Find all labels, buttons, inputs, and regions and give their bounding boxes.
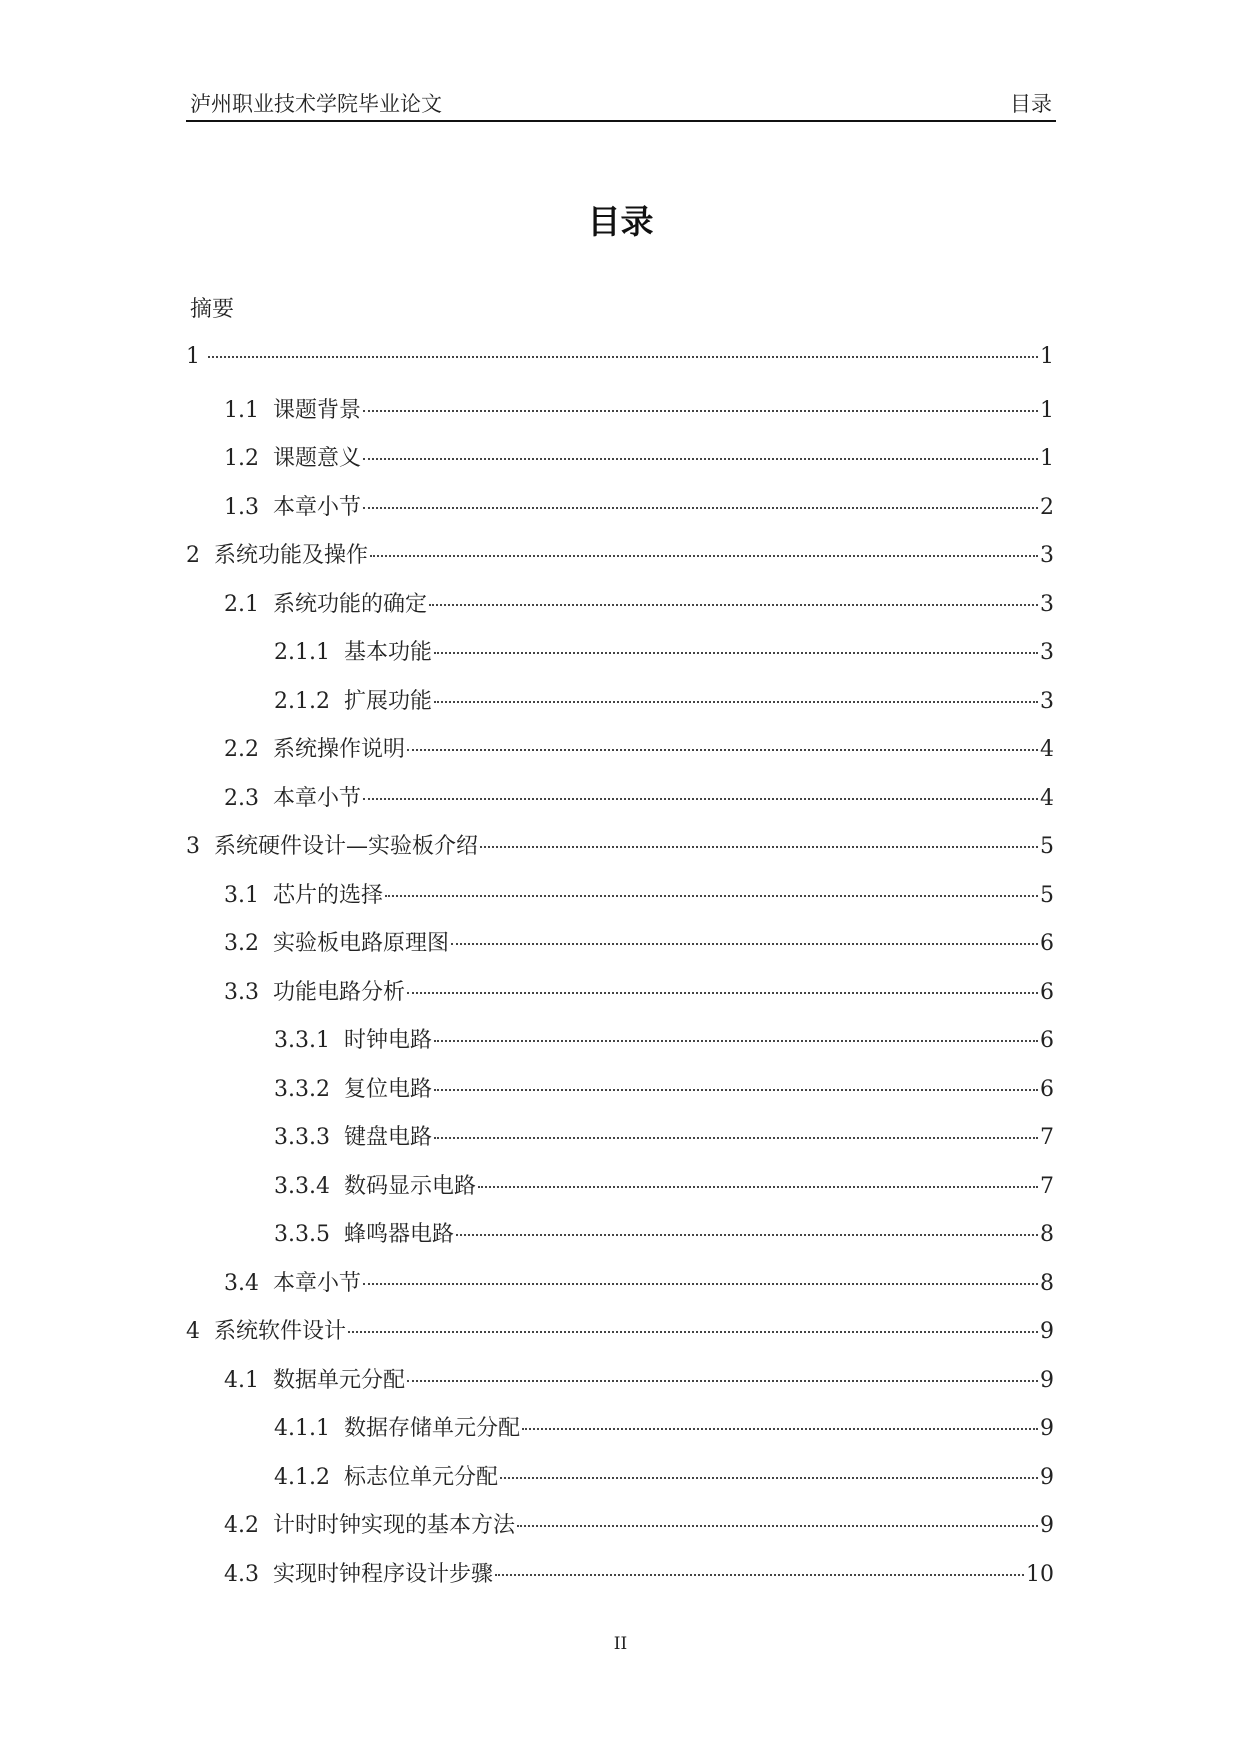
toc-entry[interactable] (274, 1072, 1054, 1104)
page-header (186, 84, 1056, 122)
toc-entry-label (274, 1169, 476, 1200)
toc-entry-title: 本章小节 (273, 785, 362, 811)
toc-entry[interactable] (224, 781, 1054, 813)
toc-entry-number: 4.1.1 (274, 1416, 330, 1441)
toc-leader-dots (480, 846, 1038, 848)
toc-entry-page: 7 (1040, 1125, 1054, 1150)
toc-leader-dots (517, 1525, 1038, 1527)
toc-leader-dots (407, 1380, 1038, 1382)
toc-entry-label (274, 1411, 520, 1442)
toc-leader-dots (363, 798, 1038, 800)
page-title: 目录 (587, 202, 654, 241)
toc-entry-number: 1 (186, 344, 200, 369)
toc-entry-page: 9 (1040, 1513, 1054, 1538)
toc-entry-number: 4 (186, 1319, 200, 1344)
toc-entry-number: 3.3.1 (274, 1028, 330, 1053)
toc-entry-title: 计时时钟实现的基本方法 (273, 1513, 516, 1538)
toc-entry-page: 1 (1040, 344, 1054, 369)
toc-leader-dots (456, 1234, 1038, 1236)
toc-entry-number: 2.3 (224, 785, 259, 811)
toc-entry-page: 3 (1040, 591, 1054, 617)
toc-entry-title: 数据单元分配 (273, 1367, 406, 1393)
toc-entry-page: 4 (1040, 785, 1054, 811)
toc-entry-title: 系统功能的确定 (273, 591, 428, 617)
toc-entry-label (224, 441, 361, 472)
toc-entry[interactable] (224, 1557, 1054, 1589)
toc-entry-label (274, 1023, 432, 1054)
toc-entry-page: 6 (1040, 1028, 1054, 1053)
toc-entry[interactable] (274, 635, 1054, 667)
toc-entry-title: 基本功能 (343, 640, 432, 665)
toc-entry-title: 键盘电路 (343, 1125, 432, 1150)
toc-entry-page: 3 (1040, 688, 1054, 714)
toc-entry-label (274, 635, 432, 666)
toc-entry[interactable] (186, 538, 1054, 570)
toc-entry-page: 6 (1040, 931, 1054, 956)
toc-entry-title: 实现时钟程序设计步骤 (273, 1561, 494, 1587)
toc-entry-number: 3.4 (224, 1270, 259, 1296)
toc-entry-label (274, 1072, 432, 1103)
toc-entry-label (224, 393, 361, 424)
toc-entry-number: 3.3 (224, 979, 259, 1005)
toc-entry-page: 9 (1040, 1464, 1054, 1490)
toc-entry-label (224, 781, 361, 812)
toc-entry[interactable] (224, 393, 1054, 425)
toc-leader-dots (434, 701, 1038, 703)
toc-entry[interactable] (224, 926, 1054, 958)
toc-entry-title: 实验板电路原理图 (273, 931, 450, 956)
toc-entry-title: 功能电路分析 (273, 979, 406, 1005)
toc-entry[interactable] (224, 1266, 1054, 1298)
toc-entry[interactable] (274, 1120, 1054, 1152)
toc-entry-title: 系统软件设计 (214, 1319, 347, 1344)
toc-entry-page: 2 (1040, 494, 1054, 520)
toc-entry-number: 4.2 (224, 1513, 259, 1538)
toc-leader-dots (363, 458, 1038, 460)
toc-abstract-entry[interactable]: 摘要 (190, 297, 235, 322)
toc-entry-page: 4 (1040, 737, 1054, 762)
toc-entry-number: 1.1 (224, 397, 259, 423)
toc-entry[interactable] (224, 732, 1054, 764)
toc-leader-dots (363, 1283, 1038, 1285)
toc-entry[interactable] (224, 878, 1054, 910)
toc-entry-page: 9 (1040, 1319, 1054, 1344)
toc-leader-dots (370, 555, 1038, 557)
toc-leader-dots (407, 749, 1038, 751)
toc-leader-dots (363, 410, 1038, 412)
toc-entry-title: 系统硬件设计—实验板介绍 (214, 834, 479, 859)
toc-entry-label (224, 732, 405, 763)
toc-entry-title: 本章小节 (273, 494, 362, 520)
toc-entry[interactable] (224, 490, 1054, 522)
toc-entry-number: 2.1 (224, 591, 259, 617)
toc-entry[interactable] (224, 587, 1054, 619)
toc-leader-dots (434, 1040, 1038, 1042)
toc-entry-page: 9 (1040, 1367, 1054, 1393)
toc-entry-number: 3.2 (224, 931, 259, 956)
toc-entry-number: 2 (186, 543, 200, 568)
toc-leader-dots (429, 604, 1038, 606)
toc-entry-label (224, 1266, 361, 1297)
toc-entry-page: 9 (1040, 1416, 1054, 1441)
toc-entry-number: 2.2 (224, 737, 259, 762)
toc-leader-dots (407, 992, 1038, 994)
toc-entry-title: 课题意义 (273, 446, 362, 471)
toc-entry-label (274, 684, 432, 715)
toc-entry-title: 本章小节 (273, 1270, 362, 1296)
toc-entry-title: 复位电路 (343, 1076, 432, 1102)
toc-leader-dots (434, 1089, 1038, 1091)
toc-entry-label (224, 926, 449, 957)
toc-entry-number: 2.1.2 (274, 688, 330, 714)
toc-entry-label (224, 1363, 405, 1394)
toc-entry-label (224, 975, 405, 1006)
toc-leader-dots (363, 507, 1038, 509)
toc-entry-number: 4.1 (224, 1367, 259, 1393)
toc-leader-dots (478, 1186, 1038, 1188)
toc-entry-number: 1.2 (224, 446, 259, 471)
page-number: II (613, 1634, 628, 1654)
toc-leader-dots (451, 943, 1038, 945)
toc-leader-dots (385, 895, 1038, 897)
toc-entry[interactable] (186, 1314, 1054, 1346)
toc-entry-label (186, 344, 206, 369)
toc-entry-page: 6 (1040, 1076, 1054, 1102)
toc-entry-number: 3.3.2 (274, 1076, 330, 1102)
toc-entry-number: 2.1.1 (274, 640, 330, 665)
toc-entry-title: 蜂鸣器电路 (343, 1222, 454, 1247)
toc-entry[interactable] (224, 975, 1054, 1007)
toc-entry-title: 数码显示电路 (343, 1173, 476, 1199)
toc-entry-label (274, 1217, 454, 1248)
toc-entry-page: 8 (1040, 1270, 1054, 1296)
toc-leader-dots (500, 1477, 1038, 1479)
toc-entry-label (224, 1557, 493, 1588)
toc-entry[interactable] (186, 344, 1054, 376)
toc-entry-title: 数据存储单元分配 (343, 1416, 520, 1441)
toc-entry-page: 3 (1040, 543, 1054, 568)
toc-entry-page: 5 (1040, 834, 1054, 859)
toc-entry-page: 1 (1040, 397, 1054, 423)
toc-entry[interactable] (274, 1023, 1054, 1055)
toc-entry-number: 3.3.5 (274, 1222, 330, 1247)
toc-entry[interactable] (274, 1169, 1054, 1201)
toc-entry[interactable] (274, 1217, 1054, 1249)
toc-entry-page: 1 (1040, 446, 1054, 471)
toc-entry-title: 扩展功能 (343, 688, 432, 714)
toc-leader-dots (522, 1428, 1038, 1430)
toc-entry-title: 系统功能及操作 (214, 543, 369, 568)
toc-entry-label (274, 1120, 432, 1151)
toc-entry-label (274, 1460, 498, 1491)
toc-entry-label (224, 587, 427, 618)
toc-entry-label (186, 1314, 346, 1345)
toc-entry-title: 时钟电路 (343, 1028, 432, 1053)
toc-entry[interactable] (224, 1363, 1054, 1395)
header-thesis-title: 泸州职业技术学院毕业论文 (190, 92, 442, 116)
toc-entry-title: 系统操作说明 (273, 737, 406, 762)
toc-entry[interactable] (224, 1508, 1054, 1540)
toc-entry-label (186, 829, 478, 860)
toc-entry-title: 芯片的选择 (273, 882, 384, 908)
toc-leader-dots (434, 1137, 1038, 1139)
toc-entry-number: 3.1 (224, 882, 259, 908)
toc-entry[interactable] (274, 684, 1054, 716)
toc-leader-dots (348, 1331, 1038, 1333)
toc-entry-label (224, 878, 383, 909)
header-section-name: 目录 (1010, 92, 1052, 116)
toc-entry-page: 5 (1040, 882, 1054, 908)
toc-entry[interactable] (274, 1411, 1054, 1443)
toc-entry-page: 7 (1040, 1173, 1054, 1199)
toc-leader-dots (208, 356, 1038, 358)
toc-entry-title: 课题背景 (273, 397, 362, 423)
toc-entry[interactable] (274, 1460, 1054, 1492)
toc-entry-number: 3 (186, 834, 200, 859)
toc-entry-page: 6 (1040, 979, 1054, 1005)
toc-entry-number: 4.3 (224, 1561, 259, 1587)
toc-entry[interactable] (224, 441, 1054, 473)
toc-entry-page: 3 (1040, 640, 1054, 665)
toc-entry-number: 3.3.3 (274, 1125, 330, 1150)
toc-entry-page: 10 (1026, 1561, 1054, 1587)
toc-entry-label (186, 538, 368, 569)
toc-entry-number: 1.3 (224, 494, 259, 520)
toc-entry-page: 8 (1040, 1222, 1054, 1247)
toc-leader-dots (495, 1574, 1024, 1576)
toc-leader-dots (434, 652, 1038, 654)
toc-entry-number: 3.3.4 (274, 1173, 330, 1199)
toc-entry-label (224, 1508, 515, 1539)
toc-entry-number: 4.1.2 (274, 1464, 330, 1490)
toc-entry-title: 标志位单元分配 (343, 1464, 498, 1490)
toc-entry[interactable] (186, 829, 1054, 861)
toc-entry-label (224, 490, 361, 521)
